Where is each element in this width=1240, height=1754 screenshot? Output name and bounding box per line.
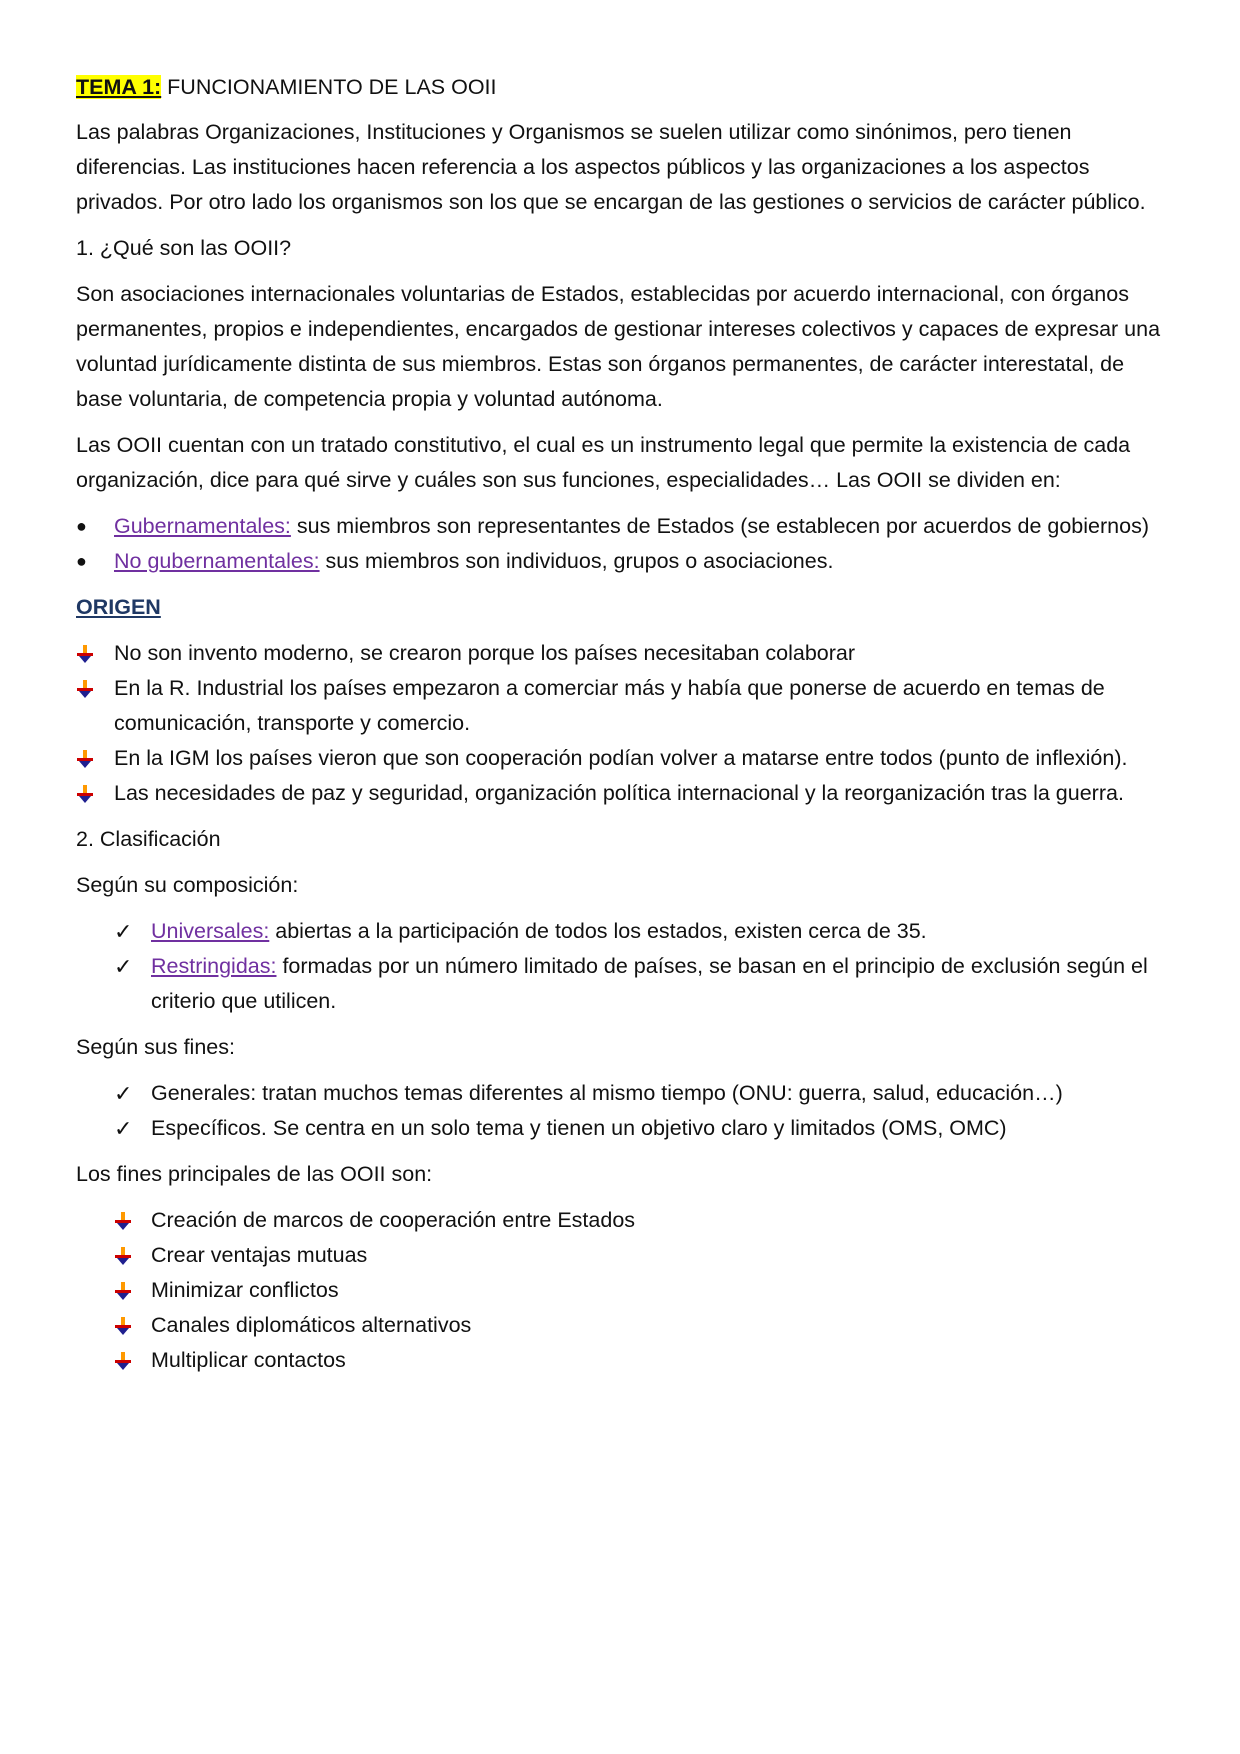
term-description: sus miembros son individuos, grupos o asociaciones.	[319, 549, 834, 573]
fines-item-text: Específicos. Se centra en un solo tema y tienen un objetivo claro y limitados (OMS, OMC)	[151, 1116, 1007, 1140]
term-description: abiertas a la participación de todos los estados, existen cerca de 35.	[269, 919, 927, 943]
term-universales: Universales:	[151, 919, 270, 943]
list-item	[76, 776, 1166, 811]
term-description: sus miembros son representantes de Estados (se establecen por acuerdos de gobiernos)	[290, 514, 1149, 538]
arrow-bullet-icon	[114, 1343, 132, 1370]
bullet-dot-icon: ●	[76, 516, 87, 536]
list-item	[76, 949, 1166, 1019]
composicion-list	[76, 914, 1166, 1019]
list-item	[76, 1308, 1166, 1343]
list-item	[76, 1111, 1166, 1146]
constitutive-treaty-paragraph: Las OOII cuentan con un tratado constitutivo, el cual es un instrumento legal que permite la existencia de cada organización, dice para qué sirve y cuáles son sus funciones, especialidades… Las OOII se dividen en:	[76, 433, 1131, 492]
list-item	[76, 1203, 1166, 1238]
origen-item-text: Las necesidades de paz y seguridad, organización política internacional y la reorganización tras la guerra.	[114, 781, 1124, 805]
definition-paragraph: Son asociaciones internacionales voluntarias de Estados, establecidas por acuerdo internacional, con órganos permanentes, propios e independientes, encargados de gestionar intereses colectivos y capaces de expresar una voluntad jurídicamente distinta de sus miembros. Estas son órganos permanentes, de carácter interestatal, de base voluntaria, de competencia propia y voluntad autónoma.	[76, 282, 1161, 411]
list-item	[76, 1076, 1166, 1111]
section-1-heading: 1. ¿Qué son las OOII?	[76, 236, 292, 260]
arrow-bullet-icon	[76, 776, 94, 803]
arrow-bullet-icon	[76, 671, 94, 698]
tema-title: FUNCIONAMIENTO DE LAS OOII	[161, 75, 497, 99]
list-item	[76, 509, 1166, 544]
principales-item-text: Multiplicar contactos	[151, 1348, 346, 1372]
intro-paragraph: Las palabras Organizaciones, Instituciones y Organismos se suelen utilizar como sinónimos, pero tienen diferencias. Las instituciones hacen referencia a los aspectos públicos y las organizaciones a los aspectos privados. Por otro lado los organismos son los que se encargan de las gestiones o servicios de carácter público.	[76, 120, 1146, 214]
list-item	[76, 914, 1166, 949]
arrow-bullet-icon	[76, 636, 94, 663]
term-restringidas: Restringidas:	[151, 954, 277, 978]
tema-label: TEMA 1:	[76, 75, 162, 99]
origen-item-text: No son invento moderno, se crearon porque los países necesitaban colaborar	[114, 641, 856, 665]
bullet-dot-icon: ●	[76, 551, 87, 571]
fines-heading: Según sus fines:	[76, 1035, 235, 1059]
checkmark-icon: ✓	[114, 1116, 133, 1141]
list-item	[76, 636, 1166, 671]
ooii-types-list	[76, 509, 1166, 579]
arrow-bullet-icon	[114, 1308, 132, 1335]
origen-list	[76, 636, 1166, 811]
document-body	[76, 70, 1166, 1389]
document-title	[76, 70, 1166, 105]
principales-item-text: Creación de marcos de cooperación entre Estados	[151, 1208, 636, 1232]
composicion-heading: Según su composición:	[76, 873, 299, 897]
checkmark-icon: ✓	[114, 919, 133, 944]
checkmark-icon: ✓	[114, 954, 133, 979]
origen-item-text: En la IGM los países vieron que son cooperación podían volver a matarse entre todos (punto de inflexión).	[114, 746, 1128, 770]
section-2-heading: 2. Clasificación	[76, 827, 221, 851]
arrow-bullet-icon	[114, 1238, 132, 1265]
list-item	[76, 1343, 1166, 1378]
checkmark-icon: ✓	[114, 1081, 133, 1106]
list-item	[76, 544, 1166, 579]
fines-item-text: Generales: tratan muchos temas diferentes al mismo tiempo (ONU: guerra, salud, educación…)	[151, 1081, 1063, 1105]
fines-list	[76, 1076, 1166, 1146]
arrow-bullet-icon	[114, 1273, 132, 1300]
term-gubernamentales: Gubernamentales:	[114, 514, 291, 538]
term-no-gubernamentales: No gubernamentales:	[114, 549, 320, 573]
principales-item-text: Canales diplomáticos alternativos	[151, 1313, 472, 1337]
list-item	[76, 741, 1166, 776]
list-item	[76, 671, 1166, 741]
principales-item-text: Minimizar conflictos	[151, 1278, 339, 1302]
arrow-bullet-icon	[76, 741, 94, 768]
list-item	[76, 1238, 1166, 1273]
origen-item-text: En la R. Industrial los países empezaron a comerciar más y había que ponerse de acuerdo en temas de comunicación, transporte y comercio.	[114, 676, 1105, 735]
term-description: formadas por un número limitado de países, se basan en el principio de exclusión según el criterio que utilicen.	[151, 954, 1148, 1013]
principales-item-text: Crear ventajas mutuas	[151, 1243, 368, 1267]
list-item	[76, 1273, 1166, 1308]
principales-list	[76, 1203, 1166, 1378]
arrow-bullet-icon	[114, 1203, 132, 1230]
origen-heading: ORIGEN	[76, 595, 161, 619]
principales-heading: Los fines principales de las OOII son:	[76, 1162, 433, 1186]
